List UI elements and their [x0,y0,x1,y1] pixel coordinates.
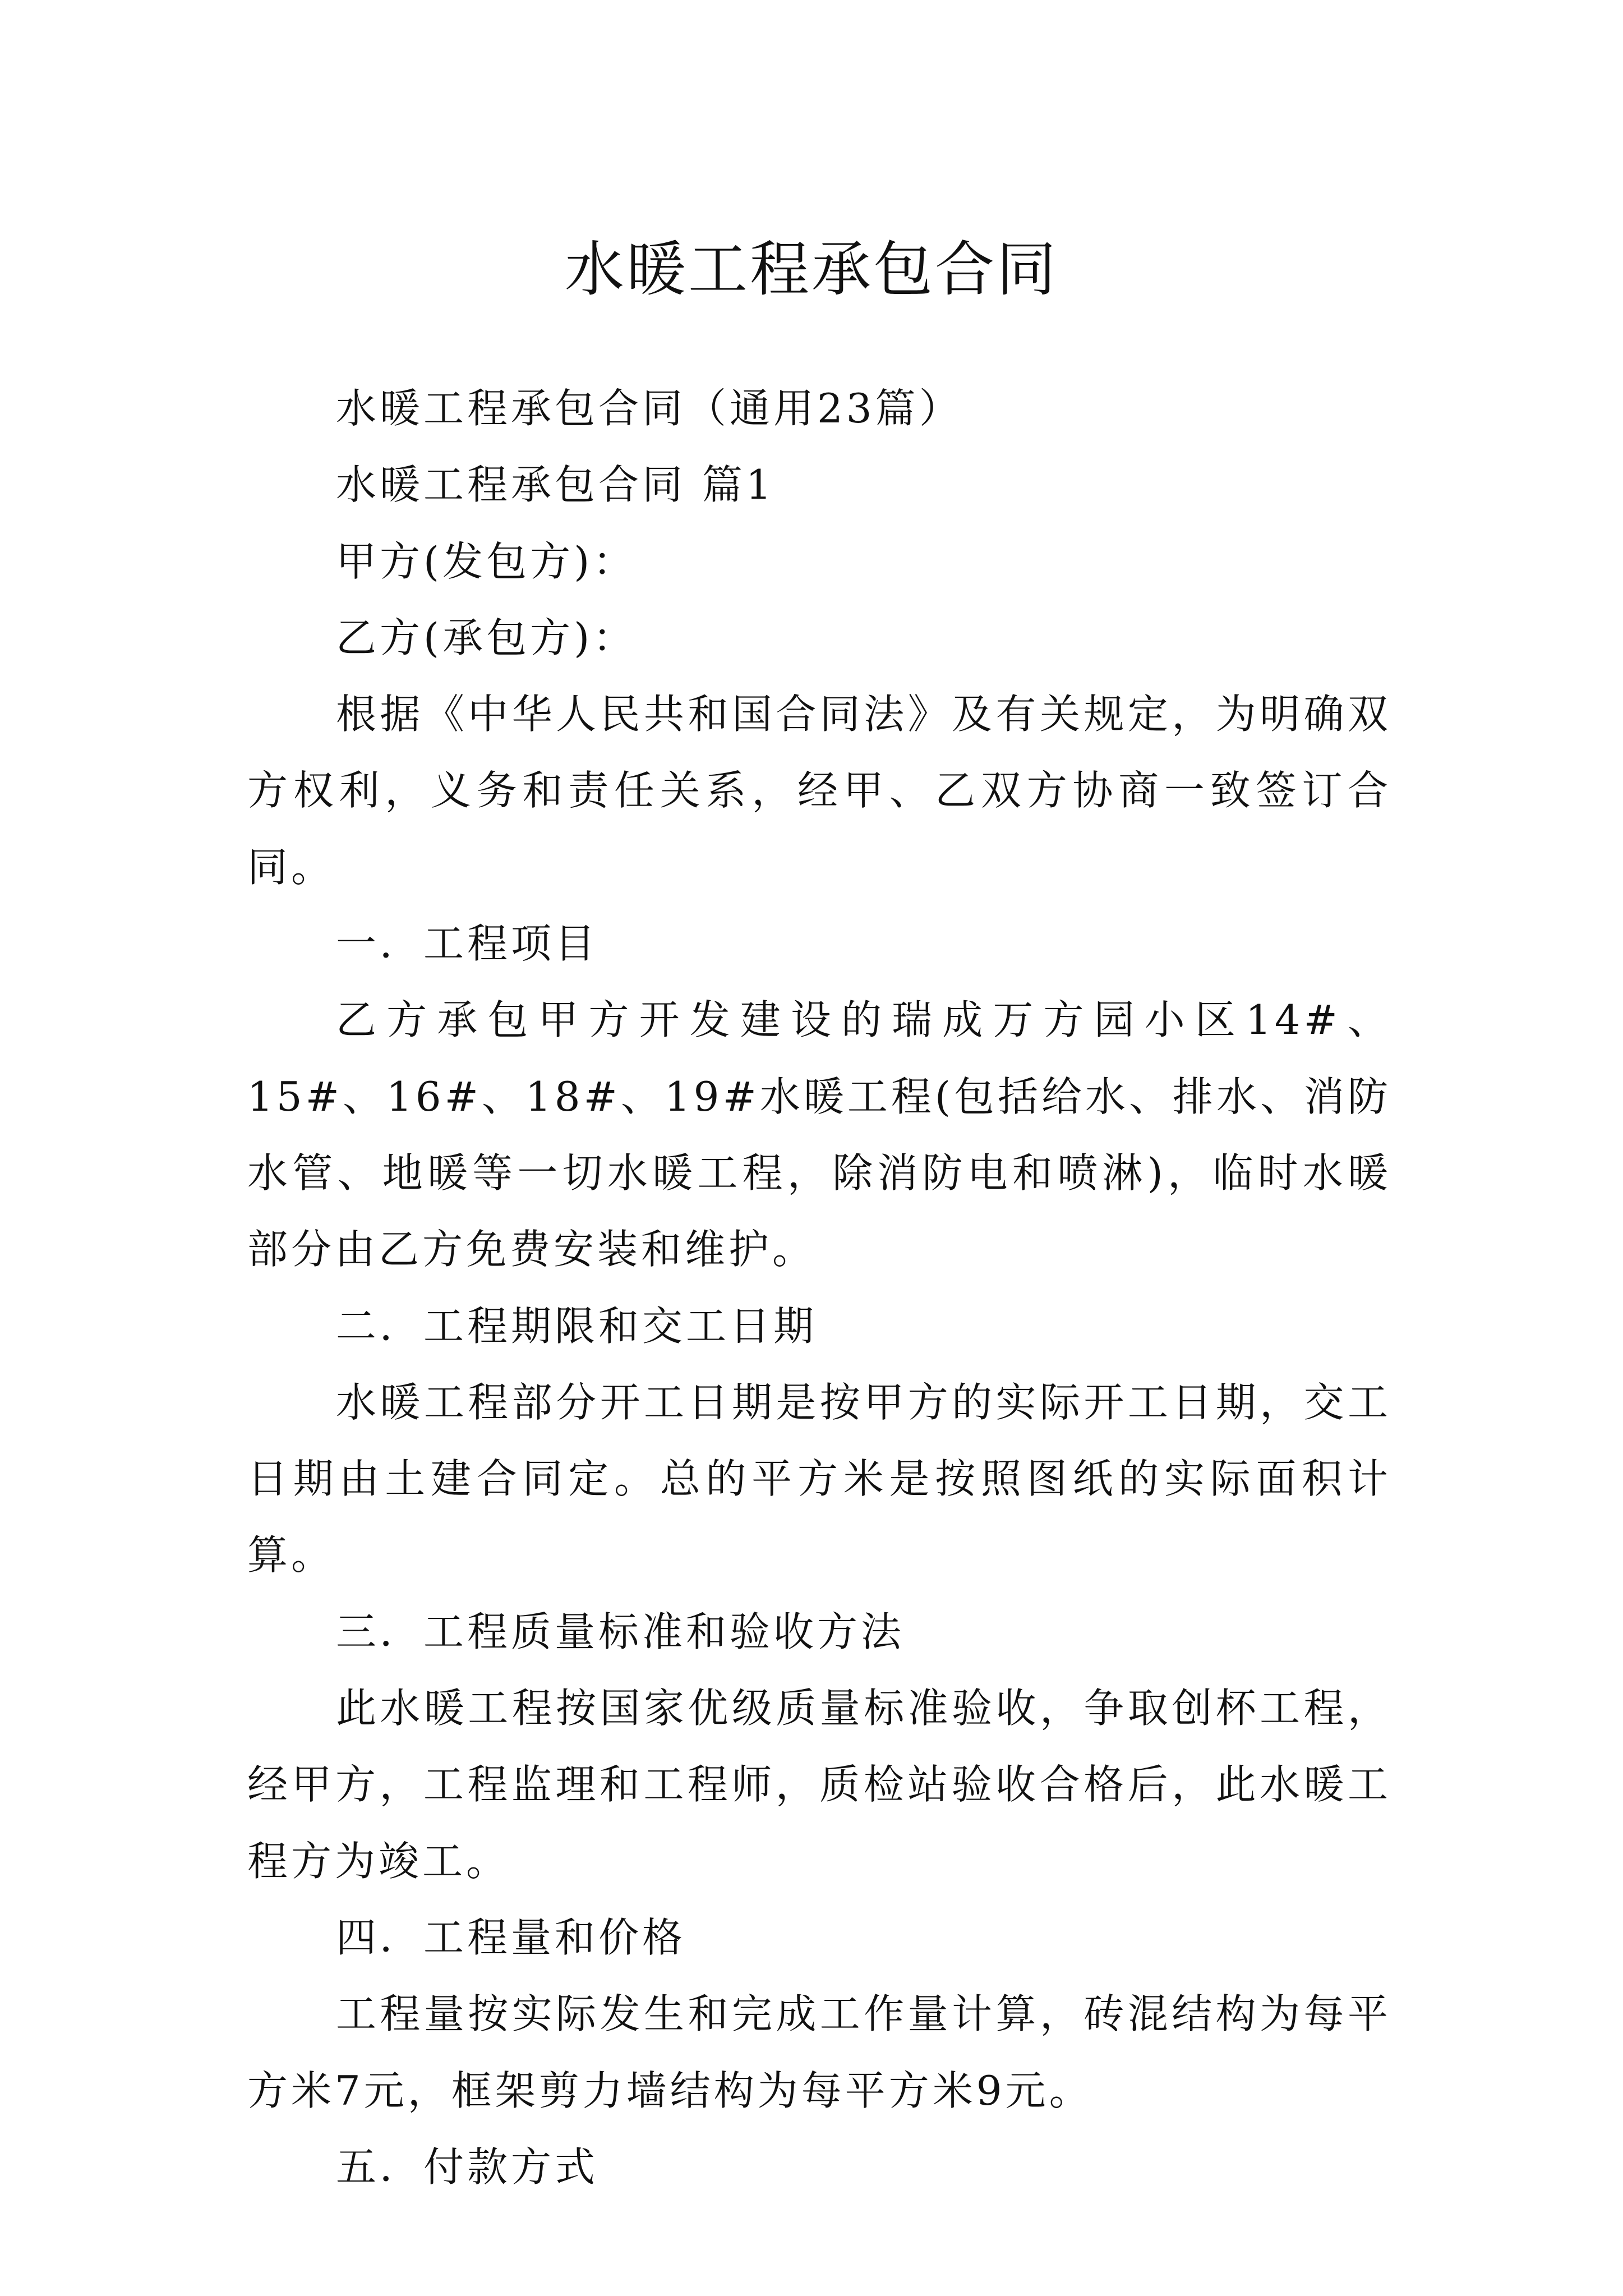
party-b-line: 乙方(承包方)： [336,614,637,661]
clause-heading: 三．工程质量标准和验收方法 [336,1608,905,1655]
clause-heading: 一．工程项目 [336,920,599,968]
document-body [247,370,1391,2205]
body-paragraph: 此水暖工程按国家优级质量标准验收，争取创杯工程，经甲方，工程监理和工程师，质检站验收合格后，此水暖工程方为竣工。 [247,1685,1391,1885]
body-paragraph: 根据《中华人民共和国合同法》及有关规定，为明确双方权利，义务和责任关系，经甲、乙双方协商一致签订合同。 [247,691,1391,891]
body-paragraph: 水暖工程部分开工日期是按甲方的实际开工日期，交工日期由土建合同定。总的平方米是按照图纸的实际面积计算。 [247,1378,1391,1579]
party-a-line: 甲方(发包方)： [336,537,637,585]
section-heading: 水暖工程承包合同 篇1 [336,461,775,509]
body-paragraph: 乙方承包甲方开发建设的瑞成万方园小区14#、15#、16#、18#、19#水暖工程(包括给水、排水、消防水管、地暖等一切水暖工程，除消防电和喷淋)，临时水暖部分由乙方免费安装和维护。 [247,996,1391,1273]
clause-heading: 二．工程期限和交工日期 [336,1302,818,1350]
clause-heading: 四．工程量和价格 [336,1913,686,1961]
body-paragraph: 工程量按实际发生和完成工作量计算，砖混结构为每平方米7元，框架剪力墙结构为每平方米9元。 [247,1990,1391,2114]
document-title: 水暖工程承包合同 [565,235,1058,305]
subtitle-paragraph: 水暖工程承包合同（通用23篇） [336,385,963,432]
clause-heading: 五．付款方式 [336,2143,599,2191]
